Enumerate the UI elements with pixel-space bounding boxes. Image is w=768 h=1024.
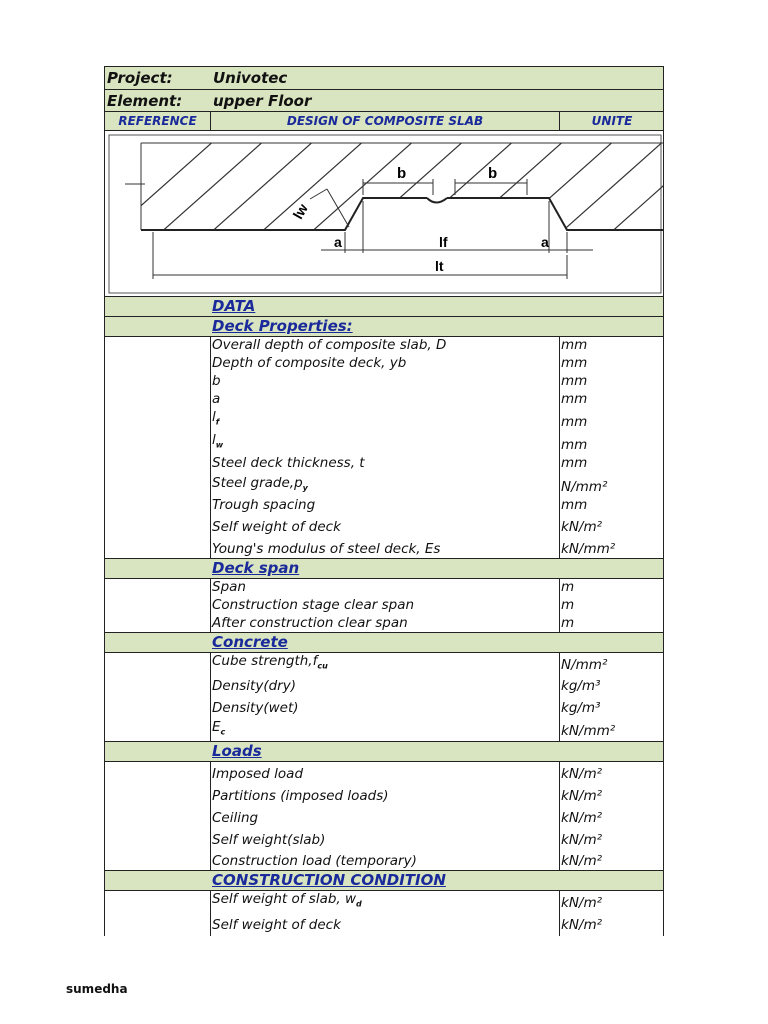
construction-unit: kN/m² [561, 917, 603, 933]
deck-prop-label [212, 475, 557, 493]
construction-unit: kN/m² [561, 895, 603, 911]
project-row [104, 66, 664, 89]
deck-profile-right [447, 198, 663, 230]
deck-prop-label [212, 409, 557, 427]
concrete-label: Density(wet) [212, 700, 299, 716]
load-unit: kN/m² [561, 788, 603, 804]
load-label: Partitions (imposed loads) [212, 788, 389, 804]
dim-a-right: a [541, 234, 549, 250]
deck-profile-diagram-box [104, 131, 664, 297]
dim-lf: lf [439, 234, 448, 250]
deck-prop-subscript: f [215, 417, 220, 427]
construction-block [104, 891, 664, 936]
element-row [104, 89, 664, 111]
deck-profile-left [141, 198, 427, 230]
deck-prop-label: Steel deck thickness, t [212, 455, 365, 471]
section-deck-properties [104, 317, 664, 337]
section-concrete-title: Concrete [212, 633, 288, 651]
section-deck-properties-title: Deck Properties: [212, 317, 353, 335]
unit-header: UNITE [591, 114, 633, 128]
deck-span-unit: m [561, 579, 575, 595]
deck-prop-unit: kN/m² [561, 519, 603, 535]
construction-label-text: Self weight of slab, w [212, 891, 357, 907]
deck-prop-unit: mm [561, 355, 588, 371]
concrete-label: Density(dry) [212, 678, 296, 694]
construction-subscript: d [356, 899, 362, 909]
load-unit: kN/m² [561, 810, 603, 826]
concrete-label-text: E [212, 719, 221, 735]
deck-prop-label: Trough spacing [212, 497, 316, 513]
deck-stiffener [427, 198, 447, 203]
concrete-hatching [105, 131, 663, 291]
section-deck-span-title: Deck span [212, 559, 300, 577]
element-value: upper Floor [213, 92, 312, 110]
section-construction-title: CONSTRUCTION CONDITION [212, 871, 446, 889]
deck-prop-label: Young's modulus of steel deck, Es [212, 541, 441, 557]
deck-prop-label: b [212, 373, 221, 389]
footer-author: sumedha [66, 982, 128, 996]
load-label: Self weight(slab) [212, 832, 326, 848]
concrete-unit: N/mm² [561, 657, 608, 673]
section-loads-title: Loads [212, 742, 262, 760]
concrete-unit: kg/m³ [561, 678, 601, 694]
section-concrete [104, 633, 664, 653]
deck-prop-label [212, 432, 557, 450]
deck-prop-label: Depth of composite deck, yb [212, 355, 407, 371]
deck-span-label: Span [212, 579, 246, 595]
concrete-subscript: c [220, 727, 226, 737]
section-loads [104, 742, 664, 762]
load-label: Imposed load [212, 766, 304, 782]
concrete-unit: kN/mm² [561, 723, 616, 739]
load-label: Ceiling [212, 810, 259, 826]
section-data [104, 297, 664, 317]
deck-profile-diagram [105, 131, 663, 296]
deck-prop-label-text: l [212, 432, 216, 448]
deck-prop-unit: mm [561, 337, 588, 353]
deck-prop-unit: mm [561, 391, 588, 407]
load-unit: kN/m² [561, 766, 603, 782]
deck-prop-unit: mm [561, 414, 588, 430]
deck-prop-label: a [212, 391, 221, 407]
construction-label [212, 891, 557, 909]
concrete-subscript: cu [317, 661, 328, 671]
dim-a-left: a [334, 234, 342, 250]
concrete-label [212, 719, 557, 737]
column-header-row [104, 111, 664, 131]
concrete-label-text: Cube strength,f [212, 653, 318, 669]
concrete-unit: kg/m³ [561, 700, 601, 716]
deck-span-label: Construction stage clear span [212, 597, 415, 613]
deck-prop-label-text: l [212, 409, 216, 425]
deck-prop-label: Overall depth of composite slab, D [212, 337, 447, 353]
deck-prop-unit: mm [561, 497, 588, 513]
deck-span-label: After construction clear span [212, 615, 408, 631]
dim-lt: lt [435, 258, 444, 274]
deck-prop-subscript: w [215, 440, 224, 450]
deck-prop-unit: mm [561, 455, 588, 471]
load-unit: kN/m² [561, 832, 603, 848]
deck-prop-unit: N/mm² [561, 479, 608, 495]
deck-span-unit: m [561, 597, 575, 613]
project-value: Univotec [213, 69, 288, 87]
load-unit: kN/m² [561, 853, 603, 869]
construction-label: Self weight of deck [212, 917, 341, 933]
deck-prop-subscript: y [302, 483, 308, 493]
section-deck-span [104, 559, 664, 579]
element-label: Element: [107, 92, 183, 110]
dim-b-right: b [488, 165, 498, 182]
concrete-label [212, 653, 557, 671]
concrete-block [104, 653, 664, 742]
deck-prop-unit: mm [561, 437, 588, 453]
calculation-sheet [104, 66, 664, 936]
deck-span-block [104, 579, 664, 633]
deck-span-unit: m [561, 615, 575, 631]
deck-prop-unit: mm [561, 373, 588, 389]
deck-properties-block [104, 337, 664, 559]
section-data-title: DATA [212, 297, 256, 315]
section-construction [104, 871, 664, 891]
design-header: DESIGN OF COMPOSITE SLAB [211, 112, 560, 130]
reference-header: REFERENCE [105, 112, 211, 130]
dim-b-left: b [397, 165, 407, 182]
project-label: Project: [107, 69, 173, 87]
load-label: Construction load (temporary) [212, 853, 417, 869]
deck-prop-label: Self weight of deck [212, 519, 341, 535]
dim-lw: lw [289, 200, 311, 222]
deck-prop-unit: kN/mm² [561, 541, 616, 557]
deck-prop-label-text: Steel grade,p [212, 475, 303, 491]
loads-block [104, 762, 664, 871]
